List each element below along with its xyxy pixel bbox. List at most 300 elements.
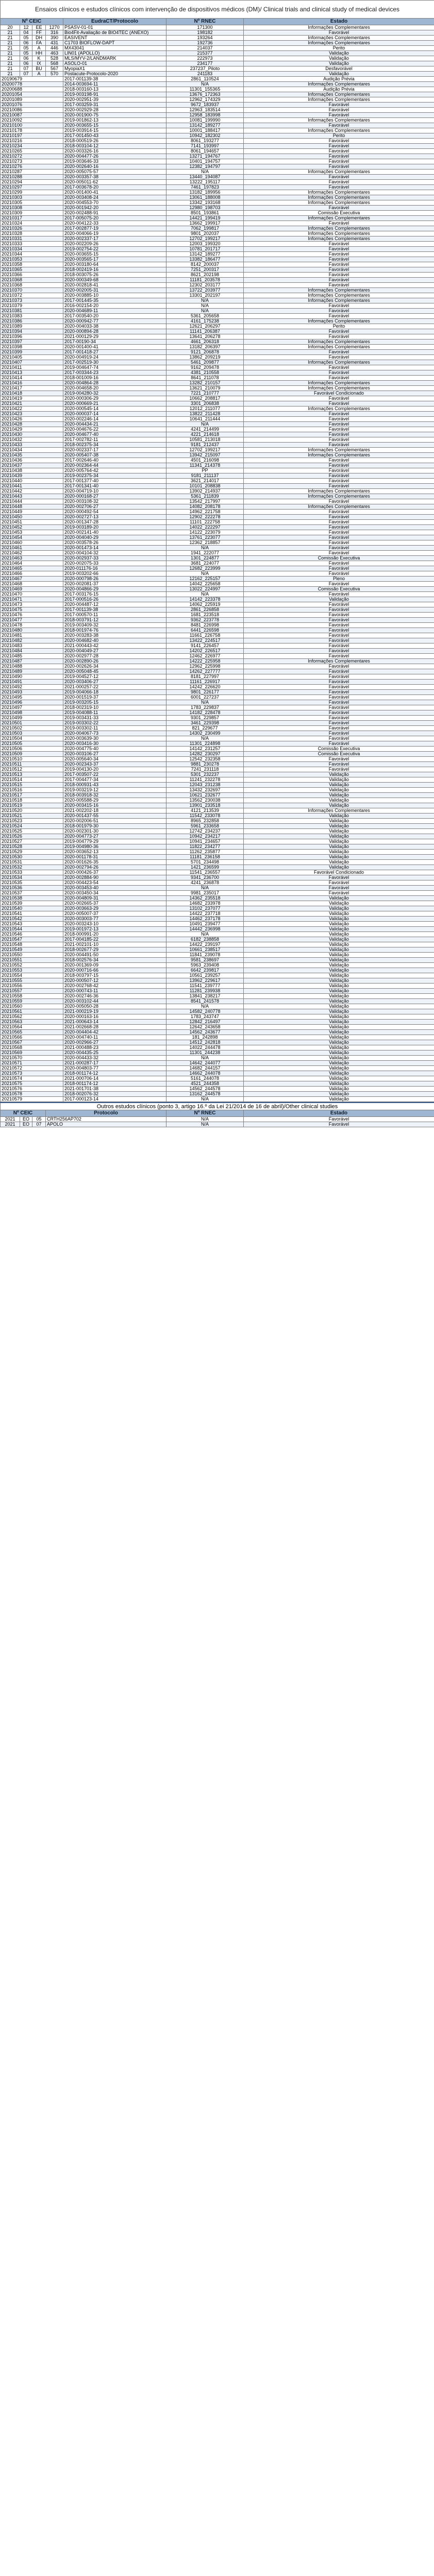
ceic-number: 20210480 bbox=[1, 628, 63, 633]
ceic-year: 21 bbox=[1, 30, 20, 36]
ceic-number: 20210383 bbox=[1, 314, 63, 319]
status: Favorável bbox=[244, 350, 434, 355]
ceic-number: 20210469 bbox=[1, 587, 63, 592]
table-row bbox=[1, 808, 434, 814]
column-header-ceic-2: Nº CEIC bbox=[1, 1110, 46, 1117]
eudract-protocol: 2020-000894-28 bbox=[63, 329, 166, 334]
ceic-number: 20210328 bbox=[1, 231, 63, 236]
eudract-protocol: 2020-002929-28 bbox=[63, 108, 166, 113]
ceic-number: 20210488 bbox=[1, 664, 63, 669]
status: Favorável bbox=[244, 1122, 434, 1127]
ceic-code: A bbox=[32, 72, 46, 77]
status: Validação bbox=[244, 1035, 434, 1040]
ceic-number: 20210413 bbox=[1, 370, 63, 376]
ceic-number: 20210482 bbox=[1, 638, 63, 643]
eudract-protocol: 2020-003003-77 bbox=[63, 917, 166, 922]
rnec-number: 2861_110524 bbox=[166, 77, 244, 82]
table-row bbox=[1, 417, 434, 422]
rnec-number: 8142_200037 bbox=[166, 262, 244, 267]
table-row bbox=[1, 139, 434, 144]
table-row bbox=[1, 345, 434, 350]
rnec-number: 11281_239938 bbox=[166, 989, 244, 994]
status: Informações Complementares bbox=[244, 200, 434, 206]
status: Validação bbox=[244, 958, 434, 963]
table-row bbox=[1, 927, 434, 932]
rnec-number: 2861_226858 bbox=[166, 607, 244, 613]
status: Informações Complementares bbox=[244, 195, 434, 200]
ceic-year: 21 bbox=[1, 56, 20, 61]
ceic-number: 20210574 bbox=[1, 1076, 63, 1081]
eudract-protocol: 2021-002668-28 bbox=[63, 1025, 166, 1030]
table-row bbox=[1, 283, 434, 288]
status: Favorável bbox=[244, 175, 434, 180]
rnec-number: 11101_222758 bbox=[166, 520, 244, 525]
table-row bbox=[1, 499, 434, 504]
rnec-number: 10941_234657 bbox=[166, 839, 244, 844]
eudract-protocol: 2020-002006-51 bbox=[63, 819, 166, 824]
eudract-protocol: 2020-000349-68 bbox=[63, 278, 166, 283]
status: Favorável bbox=[244, 103, 434, 108]
ceic-number: 20210379 bbox=[1, 303, 63, 309]
ceic-number: 20210531 bbox=[1, 860, 63, 865]
rnec-number: 215377 bbox=[166, 51, 244, 56]
eudract-protocol: 2018-003791-12 bbox=[63, 618, 166, 623]
ceic-code: DH bbox=[32, 36, 46, 41]
eudract-protocol: 2019-003205-15 bbox=[63, 700, 166, 705]
status: Validação bbox=[244, 597, 434, 602]
rnec-number: 11161_226917 bbox=[166, 680, 244, 685]
rnec-number: 7461_197823 bbox=[166, 185, 244, 190]
status: Favorável bbox=[244, 396, 434, 401]
rnec-number: 4241_214499 bbox=[166, 427, 244, 432]
ceic-number: 20210448 bbox=[1, 504, 63, 510]
ceic-number: 20210454 bbox=[1, 535, 63, 540]
table-row bbox=[1, 1066, 434, 1071]
table-row bbox=[1, 556, 434, 561]
table-row bbox=[1, 427, 434, 432]
ceic-number: 20210542 bbox=[1, 917, 63, 922]
status: Favorável bbox=[244, 741, 434, 747]
ceic-year: 21 bbox=[1, 61, 20, 66]
status: Favorável bbox=[244, 242, 434, 247]
status: Favorável bbox=[244, 185, 434, 190]
rnec-number: N/A bbox=[166, 1056, 244, 1061]
eudract-protocol: 2020-005011-62 bbox=[63, 180, 166, 185]
eudract-protocol: 2017-004185-22 bbox=[63, 937, 166, 942]
rnec-number: 14302_230499 bbox=[166, 731, 244, 736]
table-row bbox=[1, 839, 434, 844]
rnec-number: 222973 bbox=[166, 56, 244, 61]
table-row bbox=[1, 1025, 434, 1030]
rnec-number: 12012_211077 bbox=[166, 406, 244, 412]
rnec-number: 6182_238858 bbox=[166, 937, 244, 942]
rnec-number: 14282_230297 bbox=[166, 752, 244, 757]
status: Informações Complementares bbox=[244, 118, 434, 123]
ceic-number: 20210398 bbox=[1, 345, 63, 350]
ceic-number: 20210443 bbox=[1, 494, 63, 499]
eudract-protocol: 2020-005075-57 bbox=[63, 170, 166, 175]
ceic-number: 20210453 bbox=[1, 530, 63, 535]
ceic-number: 20210556 bbox=[1, 984, 63, 989]
eudract-protocol: 2019-004130-20 bbox=[63, 767, 166, 772]
ceic-number: 20210326 bbox=[1, 226, 63, 231]
rnec-number: 14682_233978 bbox=[166, 901, 244, 906]
eudract-protocol: 2020-004676-22 bbox=[63, 427, 166, 432]
table-row bbox=[1, 448, 434, 453]
table-row bbox=[1, 525, 434, 530]
rnec-number: N/A bbox=[166, 298, 244, 303]
status: Informações Complementares bbox=[244, 226, 434, 231]
rnec-number: 12043_231238 bbox=[166, 783, 244, 788]
eudract-protocol: 2017-005075-20 bbox=[63, 216, 166, 221]
status: Validação bbox=[244, 932, 434, 937]
rnec-number: 13061_188008 bbox=[166, 195, 244, 200]
rnec-number: 8481_226998 bbox=[166, 623, 244, 628]
ceic-number: 20210430 bbox=[1, 432, 63, 437]
status: Validação bbox=[244, 896, 434, 901]
rnec-number: 13722_203977 bbox=[166, 288, 244, 293]
status: Comissão Executiva bbox=[244, 747, 434, 752]
status: Favorável bbox=[244, 443, 434, 448]
rnec-number: 13022_224997 bbox=[166, 587, 244, 592]
table-row bbox=[1, 1092, 434, 1097]
rnec-number: 14362_235518 bbox=[166, 896, 244, 901]
eudract-protocol: Postacute-Protocolo-2020 bbox=[63, 72, 166, 77]
rnec-number: 13676_172363 bbox=[166, 92, 244, 97]
ceic-number: 20210548 bbox=[1, 942, 63, 947]
eudract-protocol: 2020-005050-28 bbox=[63, 1004, 166, 1009]
table-row bbox=[1, 880, 434, 886]
eudract-protocol: 2020-003180-64 bbox=[63, 262, 166, 267]
status: Perito bbox=[244, 133, 434, 139]
status: Favorável Condicionado bbox=[244, 870, 434, 875]
eudract-protocol: 2020-003655-15 bbox=[63, 123, 166, 128]
table-row bbox=[1, 1071, 434, 1076]
ceic-number: 20210536 bbox=[1, 886, 63, 891]
ceic-number: 20210421 bbox=[1, 401, 63, 406]
ceic-number: 20210468 bbox=[1, 582, 63, 587]
status: Favorável bbox=[244, 417, 434, 422]
table-row bbox=[1, 231, 434, 236]
rnec-number: 10641_211444 bbox=[166, 417, 244, 422]
eudract-protocol: 2020-001626-35 bbox=[63, 860, 166, 865]
table-row bbox=[1, 128, 434, 133]
ceic-number: 20210462 bbox=[1, 551, 63, 556]
ceic-number: 20210308 bbox=[1, 206, 63, 211]
rnec-number: 14082_208178 bbox=[166, 504, 244, 510]
rnec-number: 8061_194657 bbox=[166, 149, 244, 154]
table-row bbox=[1, 41, 434, 46]
table-row bbox=[1, 221, 434, 226]
eudract-protocol: 2020-005640-34 bbox=[63, 757, 166, 762]
ceic-code: FA bbox=[32, 41, 46, 46]
status: Validação bbox=[244, 1081, 434, 1087]
status: Informações Complementares bbox=[244, 504, 434, 510]
ceic-number: 20210386 bbox=[1, 319, 63, 324]
rnec-number: 10942_182302 bbox=[166, 133, 244, 139]
eudract-protocol: 2021-000443-42 bbox=[63, 643, 166, 649]
ceic-number: 20200778 bbox=[1, 82, 63, 87]
table-row bbox=[1, 618, 434, 623]
rnec-number: 13182_206397 bbox=[166, 345, 244, 350]
ceic-number: 20210440 bbox=[1, 479, 63, 484]
table-row bbox=[1, 1009, 434, 1014]
status: Favorável bbox=[244, 329, 434, 334]
table-row bbox=[1, 1056, 434, 1061]
status: Comissão Executiva bbox=[244, 587, 434, 592]
rnec-number: 12462_226977 bbox=[166, 654, 244, 659]
rnec-number: 13142_189277 bbox=[166, 252, 244, 257]
table-row bbox=[1, 1045, 434, 1050]
eudract-protocol: 2020-003578-26 bbox=[63, 540, 166, 546]
status: Favorável bbox=[244, 149, 434, 154]
status: Validação bbox=[244, 1045, 434, 1050]
rnec-number: N/A bbox=[166, 1117, 244, 1122]
status: Comissão Executiva bbox=[244, 752, 434, 757]
table-row bbox=[1, 1050, 434, 1056]
status: Favorável bbox=[244, 602, 434, 607]
status: Favorável bbox=[244, 309, 434, 314]
ceic-number: 05 bbox=[32, 1117, 46, 1122]
eudract-protocol: 2020-004435-25 bbox=[63, 1050, 166, 1056]
table-row bbox=[1, 844, 434, 850]
rnec-number: 13422_224517 bbox=[166, 638, 244, 643]
eudract-protocol: 2018-002319-10 bbox=[63, 705, 166, 710]
rnec-number: 13271_194767 bbox=[166, 154, 244, 159]
status: Favorável bbox=[244, 618, 434, 623]
status: Favorável bbox=[244, 365, 434, 370]
rnec-number: 14262_227777 bbox=[166, 669, 244, 674]
ceic-number: 20210475 bbox=[1, 607, 63, 613]
rnec-number: 13962_229617 bbox=[166, 978, 244, 984]
ceic-month: 05 bbox=[20, 36, 32, 41]
status: Favorável bbox=[244, 422, 434, 427]
status: Favorável bbox=[244, 355, 434, 360]
table-row bbox=[1, 247, 434, 252]
ceic-number: 20210368 bbox=[1, 278, 63, 283]
rnec-number: 13342_193168 bbox=[166, 200, 244, 206]
rnec-number: 13621_210079 bbox=[166, 386, 244, 391]
table-row bbox=[1, 680, 434, 685]
rnec-number: 12162_225157 bbox=[166, 577, 244, 582]
eudract-protocol: 2020-004404-42 bbox=[63, 1030, 166, 1035]
ceic-number: 20210489 bbox=[1, 669, 63, 674]
rnec-number: 8061_193277 bbox=[166, 139, 244, 144]
column-header-protocolo: Protocolo bbox=[46, 1110, 166, 1117]
status: Favorável bbox=[244, 458, 434, 463]
table-row bbox=[1, 597, 434, 602]
status: Validação bbox=[244, 850, 434, 855]
ceic-code: EO bbox=[20, 1122, 32, 1127]
table-row bbox=[1, 978, 434, 984]
ceic-number: 20210476 bbox=[1, 613, 63, 618]
rnec-number: 181_242898 bbox=[166, 1035, 244, 1040]
ceic-number: 20210344 bbox=[1, 252, 63, 257]
ceic-number: 20210407 bbox=[1, 360, 63, 365]
table-row bbox=[1, 731, 434, 736]
ceic-number: 20210518 bbox=[1, 798, 63, 803]
status: Favorável bbox=[244, 247, 434, 252]
rnec-number: 13562_230038 bbox=[166, 798, 244, 803]
table-row bbox=[1, 607, 434, 613]
rnec-number: 7062_199817 bbox=[166, 226, 244, 231]
status: Favorável bbox=[244, 159, 434, 164]
table-row bbox=[1, 164, 434, 170]
ceic-number: 20210565 bbox=[1, 1030, 63, 1035]
status: Favorável bbox=[244, 664, 434, 669]
eudract-protocol: 2020-000037-14 bbox=[63, 412, 166, 417]
rnec-number: 237237_Piloto bbox=[166, 66, 244, 72]
status: Validação bbox=[244, 824, 434, 829]
rnec-number: N/A bbox=[166, 932, 244, 937]
ceic-number: 20210396 bbox=[1, 334, 63, 340]
eudract-protocol: 2017-000570-11 bbox=[63, 613, 166, 618]
rnec-number: 10781_201717 bbox=[166, 247, 244, 252]
ceic-number: 20210551 bbox=[1, 958, 63, 963]
status: Informações Complementares bbox=[244, 345, 434, 350]
table-row bbox=[1, 51, 434, 56]
status: Favorável bbox=[244, 680, 434, 685]
eudract-protocol: Bio4Fit-Avaliação de BIO4TEC (ANEXO) bbox=[63, 30, 166, 36]
eudract-protocol: MX43041 bbox=[63, 46, 166, 51]
table-row bbox=[1, 175, 434, 180]
rnec-number: 14462_237178 bbox=[166, 917, 244, 922]
eudract-protocol: 2020-004049-27 bbox=[63, 649, 166, 654]
ceic-number: 20210426 bbox=[1, 417, 63, 422]
rnec-number: N/A bbox=[166, 1097, 244, 1102]
status: Informações Complementares bbox=[244, 360, 434, 365]
table-row bbox=[1, 329, 434, 334]
rnec-number: 4381_210558 bbox=[166, 370, 244, 376]
table-row bbox=[1, 546, 434, 551]
status: Validação bbox=[244, 1087, 434, 1092]
table-row bbox=[1, 870, 434, 875]
eudract-protocol: 2020-001437-55 bbox=[63, 814, 166, 819]
table-row bbox=[1, 236, 434, 242]
table-row bbox=[1, 1004, 434, 1009]
rnec-number: 13440_194087 bbox=[166, 175, 244, 180]
rnec-number: 9981_235017 bbox=[166, 891, 244, 896]
table-row bbox=[1, 999, 434, 1004]
ceic-number: 20210506 bbox=[1, 747, 63, 752]
ceic-number: 20210517 bbox=[1, 793, 63, 798]
rnec-number: 234177 bbox=[166, 61, 244, 66]
rnec-number: 10101_208838 bbox=[166, 484, 244, 489]
eudract-protocol: 2017-003507-22 bbox=[63, 772, 166, 777]
rnec-number: 3461_229398 bbox=[166, 721, 244, 726]
eudract-protocol: 2014-003694-11 bbox=[63, 82, 166, 87]
table-row bbox=[1, 458, 434, 463]
ceic-year: 21 bbox=[1, 41, 20, 46]
table-row bbox=[1, 1040, 434, 1045]
eudract-protocol: 2020-002343-37 bbox=[63, 762, 166, 767]
rnec-number: 14142_223378 bbox=[166, 597, 244, 602]
status: Validação bbox=[244, 51, 434, 56]
ceic-number: 20210287 bbox=[1, 170, 63, 175]
ceic-number: 20210436 bbox=[1, 458, 63, 463]
status: Favorável bbox=[244, 206, 434, 211]
status: Favorável bbox=[244, 376, 434, 381]
status: Favorável bbox=[244, 535, 434, 540]
status: Audição Prévia bbox=[244, 77, 434, 82]
table-row bbox=[1, 973, 434, 978]
status: Validação bbox=[244, 819, 434, 824]
ceic-number: 20210265 bbox=[1, 149, 63, 154]
section1-title: Ensaios clínicos e estudos clínicos com intervenção de dispositivos médicos (DM)/ Clinical trials and clinical study of medical devices bbox=[1, 1, 434, 19]
eudract-protocol: 2018-001174-12 bbox=[63, 1081, 166, 1087]
eudract-protocol: 2020-001400-41 bbox=[63, 345, 166, 350]
status: Informações Complementares bbox=[244, 448, 434, 453]
eudract-protocol: 2020-002665-37 bbox=[63, 901, 166, 906]
eudract-protocol: 2020-000942-77 bbox=[63, 319, 166, 324]
rnec-number: 12963_183514 bbox=[166, 108, 244, 113]
eudract-protocol: 2019-003202-66 bbox=[63, 571, 166, 577]
eudract-protocol: 2020-004677-40 bbox=[63, 432, 166, 437]
rnec-number: 4221_214618 bbox=[166, 432, 244, 437]
status: Favorável bbox=[244, 334, 434, 340]
status: Favorável Condicionado bbox=[244, 391, 434, 396]
ceic-number: 446 bbox=[46, 46, 63, 51]
status: Favorável bbox=[244, 252, 434, 257]
ceic-number: 20210417 bbox=[1, 386, 63, 391]
rnec-number: 14422_239197 bbox=[166, 942, 244, 947]
status: Validação bbox=[244, 1004, 434, 1009]
eudract-protocol: 2017-004477-34 bbox=[63, 777, 166, 783]
table-row bbox=[1, 195, 434, 200]
status: Informações Complementares bbox=[244, 288, 434, 293]
table-row bbox=[1, 649, 434, 654]
status: Informações Complementares bbox=[244, 386, 434, 391]
table-row bbox=[1, 92, 434, 97]
eudract-protocol: 2019-003219-12 bbox=[63, 788, 166, 793]
ceic-number: 20210530 bbox=[1, 855, 63, 860]
ceic-number: 568 bbox=[46, 61, 63, 66]
rnec-number: 4161_175238 bbox=[166, 319, 244, 324]
table-row bbox=[1, 643, 434, 649]
eudract-protocol: 2020-000163-16 bbox=[63, 1014, 166, 1020]
ceic-number: 20210471 bbox=[1, 597, 63, 602]
eudract-protocol: 2018-000519-26 bbox=[63, 139, 166, 144]
rnec-number: 12962_174329 bbox=[166, 97, 244, 103]
table-row bbox=[1, 1061, 434, 1066]
ceic-number: 20210575 bbox=[1, 1081, 63, 1087]
rnec-number: 10621_232677 bbox=[166, 793, 244, 798]
ceic-number: 20210529 bbox=[1, 850, 63, 855]
eudract-protocol: 2019-004280-32 bbox=[63, 391, 166, 396]
table-row bbox=[1, 886, 434, 891]
status: Validação bbox=[244, 1020, 434, 1025]
eudract-protocol: 2020-004682-40 bbox=[63, 638, 166, 643]
ceic-number: 20210497 bbox=[1, 705, 63, 710]
ceic-number: 20210554 bbox=[1, 973, 63, 978]
table-row bbox=[1, 690, 434, 695]
table-row bbox=[1, 860, 434, 865]
table-row bbox=[1, 103, 434, 108]
rnec-number: 14682_244157 bbox=[166, 1066, 244, 1071]
eudract-protocol: 2019-003409-32 bbox=[63, 623, 166, 628]
ceic-number: 20210416 bbox=[1, 381, 63, 386]
ceic-number: 20210432 bbox=[1, 437, 63, 443]
rnec-number: 14042_225658 bbox=[166, 582, 244, 587]
rnec-number: 13822_211428 bbox=[166, 412, 244, 417]
eudract-protocol: 2020-004477-26 bbox=[63, 154, 166, 159]
table-row bbox=[1, 391, 434, 396]
status: Pleno bbox=[244, 577, 434, 582]
eudract-protocol: 2017-001450-43 bbox=[63, 133, 166, 139]
eudract-protocol: 2019-003302-11 bbox=[63, 726, 166, 731]
eudract-protocol: 2020-002977-28 bbox=[63, 654, 166, 659]
ceic-number: 20210566 bbox=[1, 1035, 63, 1040]
